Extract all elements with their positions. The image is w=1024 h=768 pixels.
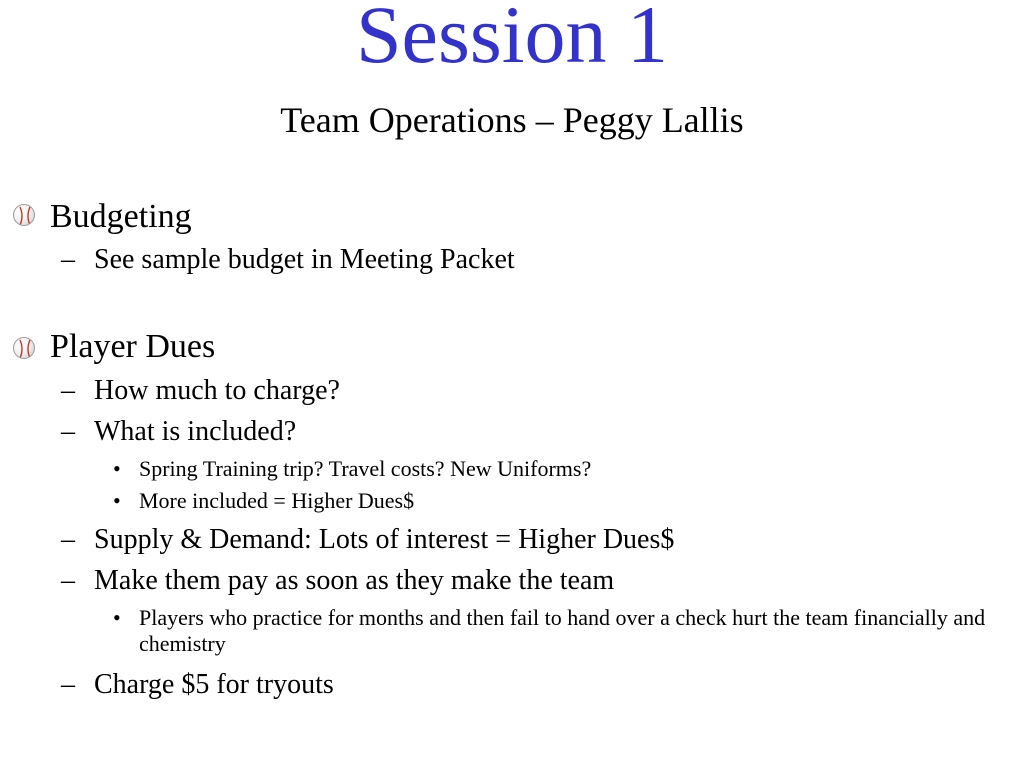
dash-marker: – (61, 244, 75, 275)
sub-item: Charge $5 for tryouts (94, 669, 334, 700)
dash-marker: – (61, 524, 75, 555)
sub-item: Supply & Demand: Lots of interest = Higher Dues$ (94, 524, 675, 555)
slide-subtitle: Team Operations – Peggy Lallis (280, 100, 744, 140)
dash-marker: – (61, 375, 75, 406)
bullet-player-dues: Player Dues (50, 328, 216, 365)
dot-marker: • (113, 605, 121, 630)
baseball-icon (13, 337, 35, 359)
dash-marker: – (61, 565, 75, 596)
slide-title: Session 1 (355, 0, 669, 80)
bullet-budgeting: Budgeting (50, 198, 192, 235)
sub-sub-item: More included = Higher Dues$ (139, 488, 415, 513)
sub-sub-item: Players who practice for months and then fail to hand over a check hurt the team financially and chemistry (139, 605, 986, 657)
dot-marker: • (113, 456, 121, 481)
dash-marker: – (61, 669, 75, 700)
sub-sub-item: Spring Training trip? Travel costs? New Uniforms? (139, 456, 592, 481)
dash-marker: – (61, 416, 75, 447)
dot-marker: • (113, 488, 121, 513)
sub-item: Make them pay as soon as they make the team (94, 565, 615, 596)
sub-item: How much to charge? (94, 375, 340, 406)
baseball-icon (13, 204, 35, 226)
sub-item: What is included? (94, 416, 297, 447)
sub-item: See sample budget in Meeting Packet (94, 244, 515, 275)
